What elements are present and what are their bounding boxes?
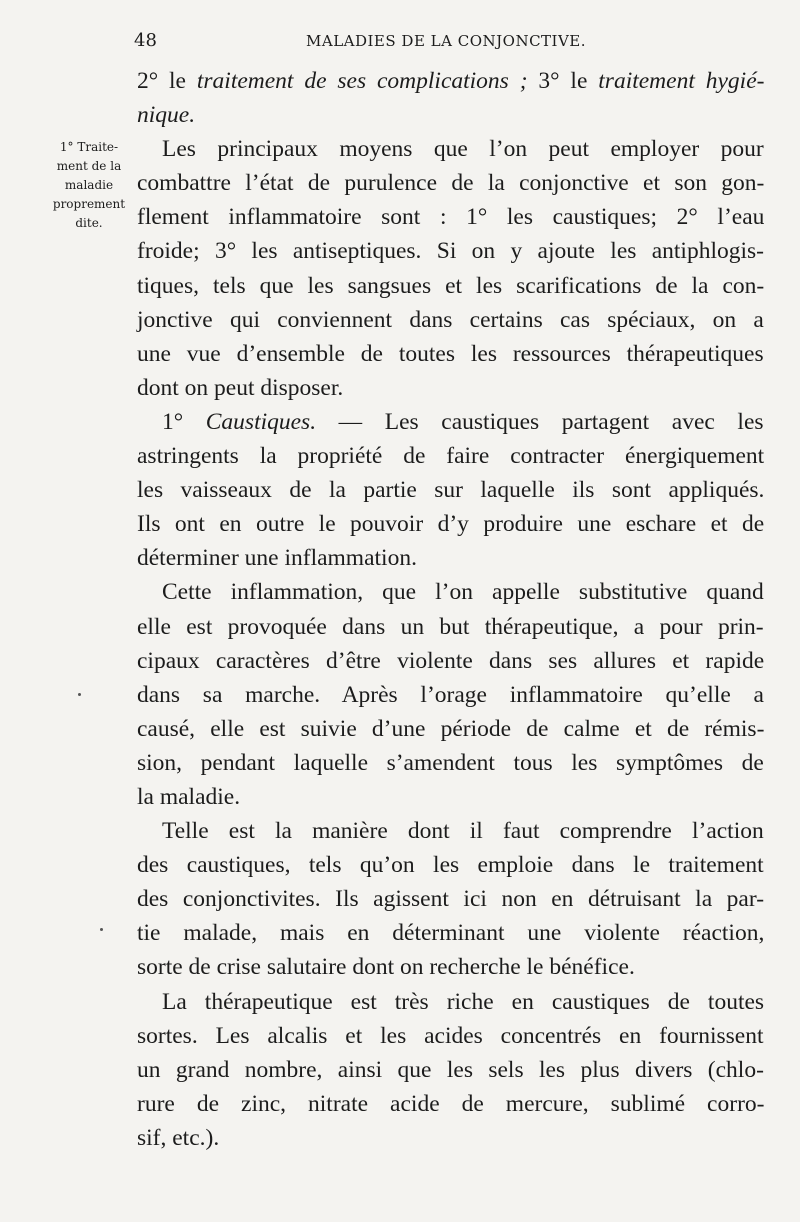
text-segment: les vaisseaux de la partie sur laquelle ils sont appliqués. xyxy=(137,477,765,504)
text-segment: sorte de crise salutaire dont on recherche le bénéfice. xyxy=(137,954,635,981)
text-segment: astringents la propriété de faire contracter énergiquement xyxy=(137,443,765,470)
text-line xyxy=(137,814,764,848)
text-line xyxy=(137,575,764,609)
text-line xyxy=(137,678,764,712)
text-segment: un grand nombre, ainsi que les sels les plus divers (chlo- xyxy=(137,1056,764,1083)
text-line xyxy=(137,439,764,473)
text-line xyxy=(137,303,764,337)
italic-text: traitement hygié- xyxy=(598,68,765,94)
page-header xyxy=(134,30,774,54)
text-line xyxy=(137,950,764,984)
text-line xyxy=(137,746,764,780)
text-segment: cipaux caractères d’être violente dans ses allures et rapide xyxy=(137,647,765,674)
text-segment: froide; 3° les antiseptiques. Si on y ajoute les antiphlogis- xyxy=(137,238,764,265)
text-line xyxy=(137,644,764,678)
text-line xyxy=(137,337,764,371)
text-line xyxy=(137,985,764,1019)
text-line xyxy=(137,1019,764,1053)
text-line xyxy=(137,269,764,303)
text-segment: déterminer une inflammation. xyxy=(137,545,417,572)
text-segment: Telle est la manière dont il faut comprendre l’action xyxy=(162,818,764,845)
text-segment: sortes. Les alcalis et les acides concentrés en fournissent xyxy=(137,1022,764,1049)
margin-note-line: proprement xyxy=(52,197,126,211)
text-segment: rure de zinc, nitrate acide de mercure, sublimé corro- xyxy=(137,1090,765,1117)
text-segment: tiques, tels que les sangsues et les scarifications de la con- xyxy=(137,272,765,299)
text-segment: jonctive qui conviennent dans certains cas spéciaux, on a xyxy=(137,306,764,333)
text-line xyxy=(137,882,764,916)
margin-note-line: 1° Traite- xyxy=(59,140,119,154)
text-line xyxy=(137,132,764,166)
text-line xyxy=(137,1121,764,1155)
print-speck xyxy=(100,928,103,931)
print-speck xyxy=(78,693,81,696)
text-line xyxy=(137,610,764,644)
text-segment: combattre l’état de purulence de la conjonctive et son gon- xyxy=(137,170,765,197)
text-segment: une vue d’ensemble de toutes les ressources thérapeutiques xyxy=(137,340,764,367)
margin-note xyxy=(44,138,134,233)
running-title: MALADIES DE LA CONJONCTIVE. xyxy=(306,32,587,50)
text-line xyxy=(137,371,764,405)
italic-text: nique. xyxy=(137,102,196,129)
text-line xyxy=(137,1087,764,1121)
text-segment: sif, etc.). xyxy=(137,1124,220,1151)
text-segment: Les principaux moyens que l’on peut employer pour xyxy=(162,136,764,163)
italic-text: traitement de ses complications ; xyxy=(196,68,528,94)
text-segment: dont on peut disposer. xyxy=(137,374,344,401)
italic-text: Caustiques. xyxy=(205,408,317,435)
text-segment: 3° le xyxy=(527,68,599,94)
text-segment: 1° xyxy=(162,408,206,435)
text-segment: causé, elle est suivie d’une période de calme et de rémis- xyxy=(137,715,765,742)
text-line xyxy=(137,1053,764,1087)
text-segment: — Les caustiques partagent avec les xyxy=(316,408,764,435)
text-segment: la maladie. xyxy=(137,783,241,810)
text-segment: des caustiques, tels qu’on les emploie dans le traitement xyxy=(137,852,764,879)
text-segment: Cette inflammation, que l’on appelle substitutive quand xyxy=(162,579,764,606)
text-segment: La thérapeutique est très riche en caustiques de toutes xyxy=(162,988,765,1015)
text-segment: tie malade, mais en déterminant une violente réaction, xyxy=(137,920,765,947)
text-line xyxy=(137,712,764,746)
text-segment: elle est provoquée dans un but thérapeutique, a pour prin- xyxy=(137,613,764,640)
text-segment: sion, pendant laquelle s’amendent tous les symptômes de xyxy=(137,749,764,776)
text-line xyxy=(137,507,764,541)
text-segment: 2° le xyxy=(137,68,197,94)
margin-note-line: ment de la xyxy=(56,159,122,173)
body-text xyxy=(137,64,764,1155)
text-line xyxy=(137,200,764,234)
text-line xyxy=(137,234,764,268)
text-line xyxy=(137,98,764,132)
text-segment: dans sa marche. Après l’orage inflammatoire qu’elle a xyxy=(137,681,764,708)
text-line xyxy=(137,848,764,882)
text-segment: des conjonctivites. Ils agissent ici non en détruisant la par- xyxy=(137,886,765,913)
page-number: 48 xyxy=(134,30,157,51)
text-segment: Ils ont en outre le pouvoir d’y produire une eschare et de xyxy=(137,511,765,538)
text-line xyxy=(137,405,764,439)
text-line xyxy=(137,166,764,200)
text-segment: flement inflammatoire sont : 1° les caustiques; 2° l’eau xyxy=(137,204,765,231)
text-line xyxy=(137,916,764,950)
text-line xyxy=(137,64,764,98)
text-line xyxy=(137,473,764,507)
margin-note-line: dite. xyxy=(75,216,103,230)
text-line xyxy=(137,541,764,575)
text-line xyxy=(137,780,764,814)
margin-note-line: maladie xyxy=(64,178,114,192)
